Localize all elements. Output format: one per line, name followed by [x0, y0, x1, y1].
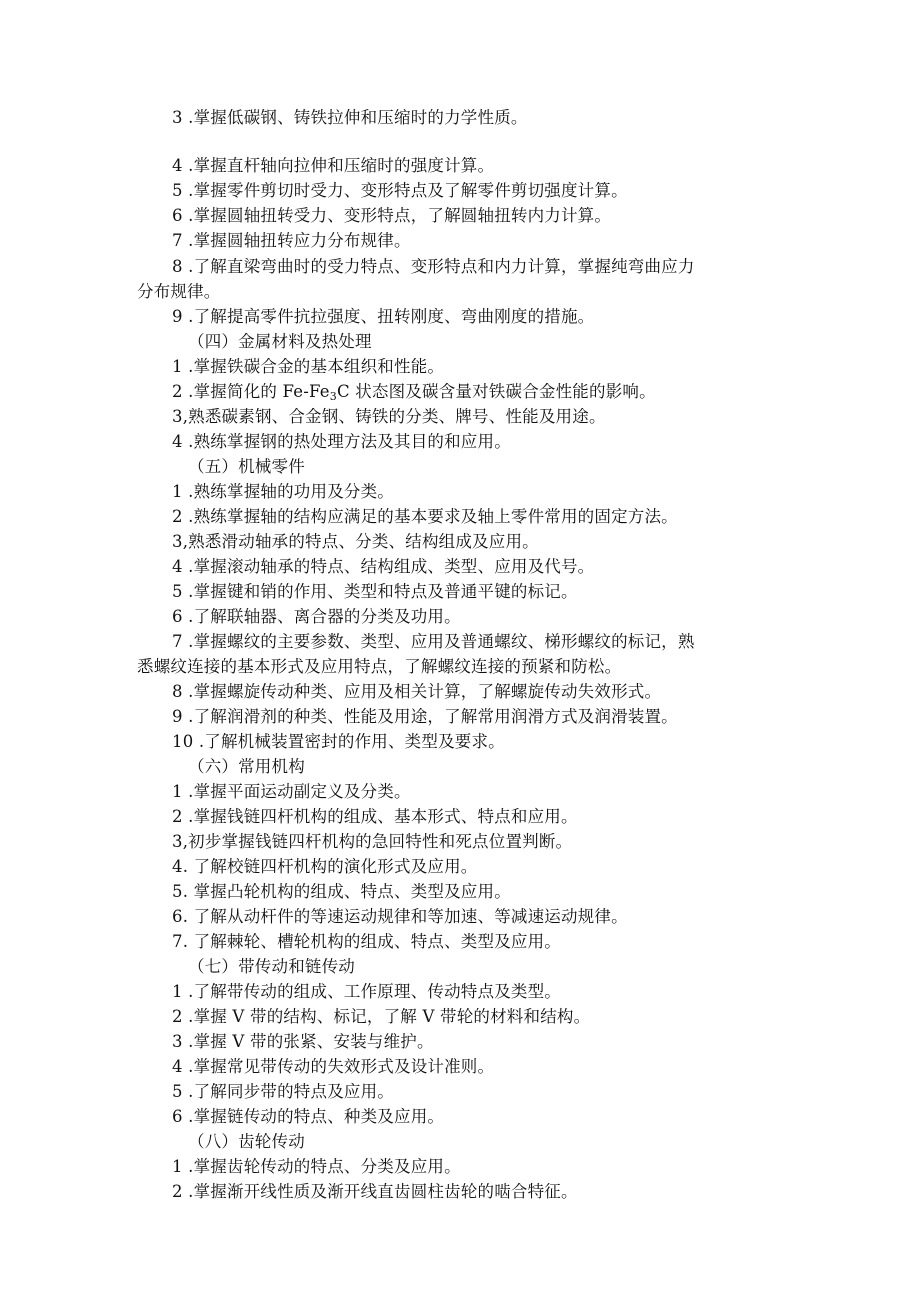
text-line: 3,熟悉碳素钢、合金钢、铸铁的分类、牌号、性能及用途。 — [172, 407, 606, 426]
text-line: 2 .熟练掌握轴的结构应满足的基本要求及轴上零件常用的固定方法。 — [172, 507, 678, 526]
text-line: 4 .掌握直杆轴向拉伸和压缩时的强度计算。 — [172, 156, 495, 175]
text-line: 6 .了解联轴器、离合器的分类及功用。 — [172, 607, 461, 626]
text-line: 9 .了解润滑剂的种类、性能及用途，了解常用润滑方式及润滑装置。 — [172, 707, 678, 726]
text-line: 2 .掌握渐开线性质及渐开线直齿圆柱齿轮的啮合特征。 — [172, 1182, 578, 1201]
text-line: 5 .了解同步带的特点及应用。 — [172, 1082, 394, 1101]
text-line: 2 .掌握 V 带的结构、标记，了解 V 带轮的材料和结构。 — [172, 1007, 591, 1026]
section-heading: （六）常用机构 — [188, 757, 305, 776]
text-line: 分布规律。 — [137, 282, 221, 301]
section-heading: （五）机械零件 — [188, 457, 305, 476]
text-line: 6. 了解从动杆件的等速运动规律和等加速、等减速运动规律。 — [172, 907, 628, 926]
text-line: 4 .掌握常见带传动的失效形式及设计准则。 — [172, 1057, 495, 1076]
section-heading: （八）齿轮传动 — [188, 1132, 305, 1151]
text-line: 3 .掌握 V 带的张紧、安装与维护。 — [172, 1032, 434, 1051]
text-line: 7. 了解棘轮、槽轮机构的组成、特点、类型及应用。 — [172, 932, 561, 951]
text-line: 6 .掌握圆轴扭转受力、变形特点，了解圆轴扭转内力计算。 — [172, 206, 612, 225]
text-line: 4 .掌握滚动轴承的特点、结构组成、类型、应用及代号。 — [172, 557, 595, 576]
text-line: 3,初步掌握钱链四杆机构的急回特性和死点位置判断。 — [172, 832, 573, 851]
text-line: 10 .了解机械装置密封的作用、类型及要求。 — [172, 732, 505, 751]
text-segment: 2 .掌握简化的 Fe-Fe — [172, 382, 330, 401]
text-line: 3 .掌握低碳钢、铸铁拉伸和压缩时的力学性质。 — [172, 108, 528, 127]
text-line: 1 .熟练掌握轴的功用及分类。 — [172, 482, 394, 501]
text-line: 7 .掌握圆轴扭转应力分布规律。 — [172, 231, 411, 250]
text-line: 1 .掌握平面运动副定义及分类。 — [172, 782, 411, 801]
text-line: 4 .熟练掌握钢的热处理方法及其目的和应用。 — [172, 432, 511, 451]
text-line: 悉螺纹连接的基本形式及应用特点，了解螺纹连接的预紧和防松。 — [137, 657, 622, 676]
text-line: 7 .掌握螺纹的主要参数、类型、应用及普通螺纹、梯形螺纹的标记，熟 — [172, 632, 695, 651]
section-heading: （四）金属材料及热处理 — [188, 332, 372, 351]
text-line: 5. 掌握凸轮机构的组成、特点、类型及应用。 — [172, 882, 511, 901]
text-line: 3,熟悉滑动轴承的特点、分类、结构组成及应用。 — [172, 532, 539, 551]
text-line — [172, 380, 656, 404]
text-line: 8 .掌握螺旋传动种类、应用及相关计算，了解螺旋传动失效形式。 — [172, 682, 662, 701]
text-line: 9 .了解提高零件抗拉强度、扭转刚度、弯曲刚度的措施。 — [172, 307, 595, 326]
text-line: 2 .掌握钱链四杆机构的组成、基本形式、特点和应用。 — [172, 807, 578, 826]
text-segment: C 状态图及碳含量对铁碳合金性能的影响。 — [336, 382, 656, 401]
text-line: 1 .了解带传动的组成、工作原理、传动特点及类型。 — [172, 982, 561, 1001]
text-line: 5 .掌握零件剪切时受力、变形特点及了解零件剪切强度计算。 — [172, 181, 628, 200]
section-heading: （七）带传动和链传动 — [188, 957, 355, 976]
text-line: 1 .掌握齿轮传动的特点、分类及应用。 — [172, 1157, 461, 1176]
text-line: 4. 了解校链四杆机构的演化形式及应用。 — [172, 857, 478, 876]
subscript: 3 — [329, 390, 337, 403]
text-line: 5 .掌握键和销的作用、类型和特点及普通平键的标记。 — [172, 582, 578, 601]
text-line: 1 .掌握铁碳合金的基本组织和性能。 — [172, 357, 445, 376]
text-line: 8 .了解直梁弯曲时的受力特点、变形特点和内力计算，掌握纯弯曲应力 — [172, 257, 695, 276]
text-line: 6 .掌握链传动的特点、种类及应用。 — [172, 1107, 445, 1126]
